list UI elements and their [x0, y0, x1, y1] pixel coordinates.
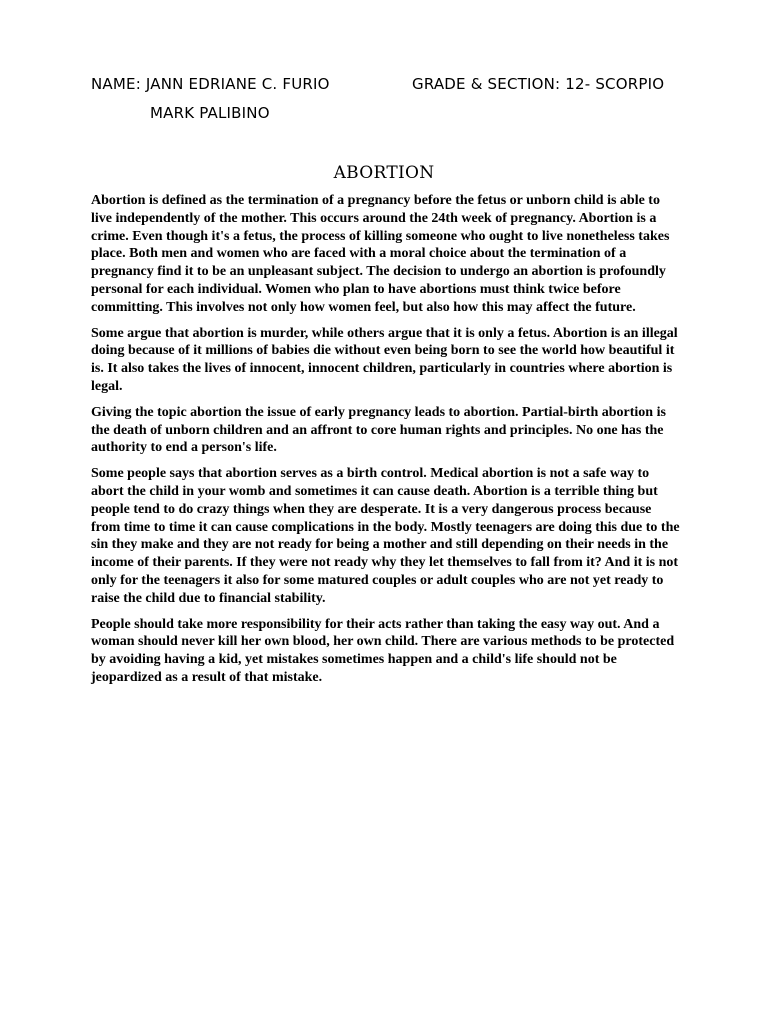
- paragraph-1: Abortion is defined as the termination of a pregnancy before the fetus or unborn child is able to live independently of the mother. This occurs around the 24th week of pregnancy. Abortion is a crime. Even though it's a fetus, the process of killing someone who ought to live nonetheless takes place. Both men and women who are faced with a moral choice about the termination of a pregnancy find it to be an unpleasant subject. The decision to undergo an abortion is profoundly personal for each individual. Women who plan to have abortions must think twice before committing. This involves not only how women feel, but also how this may affect the future.: [91, 193, 670, 315]
- grade-section: GRADE & SECTION: 12- SCORPIO: [412, 75, 665, 93]
- paragraph-3: Giving the topic abortion the issue of early pregnancy leads to abortion. Partial-birth abortion is the death of unborn children and an affront to core human rights and principles. No one has the authority to end a person's life.: [91, 404, 666, 456]
- paragraph-2: Some argue that abortion is murder, while others argue that it is only a fetus. Abortion is an illegal doing because of it millions of babies die without even being born to see the world how beautiful it is. It also takes the lives of innocent, innocent children, particularly in countries where abortion is legal.: [91, 325, 678, 394]
- paragraph-4: Some people says that abortion serves as a birth control. Medical abortion is not a safe way to abort the child in your womb and sometimes it can cause death. Abortion is a terrible thing but people tend to do crazy things when they are desperate. It is a very dangerous process because from time to time it can cause complications in the body. Mostly teenagers are doing this due to the sin they make and they are not ready for being a mother and still depending on their needs in the income of their parents. If they were not ready why they let themselves to fall from it? And it is not only for the teenagers it also for some matured couples or adult couples who are not yet ready to raise the child due to financial stability.: [91, 466, 680, 606]
- student-name: NAME: JANN EDRIANE C. FURIO: [91, 75, 330, 93]
- student-name-second: MARK PALIBINO: [150, 104, 270, 122]
- paragraph-5: People should take more responsibility for their acts rather than taking the easy way out. And a woman should never kill her own blood, her own child. There are various methods to be protected by avoiding having a kid, yet mistakes sometimes happen and a child's life should not be jeopardized as a result of that mistake.: [91, 616, 675, 685]
- document-title: ABORTION: [333, 163, 435, 183]
- document-body: [91, 192, 681, 695]
